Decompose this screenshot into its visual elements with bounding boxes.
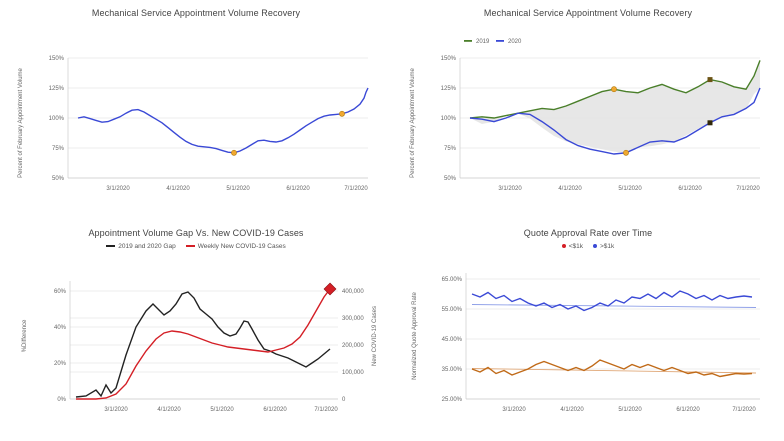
y-tick-2: 100% bbox=[440, 116, 456, 122]
marker-2019-point bbox=[708, 77, 713, 82]
y-tick-1: 75% bbox=[443, 146, 456, 152]
legend-item-covid[interactable] bbox=[186, 243, 286, 250]
legend-swatch-over-1k bbox=[593, 244, 597, 248]
legend-gap-covid bbox=[8, 241, 384, 251]
series-line-2020 bbox=[78, 88, 368, 153]
y-tick-right-3: 300,000 bbox=[342, 316, 364, 322]
legend-label-2020: 2020 bbox=[508, 39, 522, 45]
y-tick-3: 125% bbox=[48, 86, 64, 92]
chart-canvas bbox=[400, 251, 776, 431]
chart-svg-1 bbox=[8, 18, 384, 208]
trendline-under-1k bbox=[472, 305, 756, 308]
chart-canvas bbox=[8, 251, 384, 431]
y-tick-0: 25.00% bbox=[441, 397, 462, 403]
legend-item-over-1k[interactable] bbox=[593, 243, 614, 250]
y-tick-right-4: 400,000 bbox=[342, 289, 364, 295]
legend-label-gap: 2019 and 2020 Gap bbox=[118, 242, 176, 250]
y-axis-title: Normalized Quote Approval Rate bbox=[412, 292, 418, 380]
x-tick-4: 7/1/2020 bbox=[732, 407, 756, 413]
chart-canvas bbox=[400, 18, 776, 208]
marker-2020-point bbox=[708, 120, 713, 125]
y-tick-left-2: 40% bbox=[53, 325, 66, 331]
y-tick-3: 55.00% bbox=[441, 307, 462, 313]
y-tick-2: 100% bbox=[48, 116, 64, 122]
x-tick-2: 5/1/2020 bbox=[210, 407, 234, 413]
series-line-orange bbox=[472, 360, 752, 377]
y-tick-0: 50% bbox=[51, 176, 64, 182]
panel-volume-recovery-compare bbox=[392, 0, 784, 220]
x-tick-3: 6/1/2020 bbox=[263, 407, 287, 413]
y-tick-left-3: 60% bbox=[53, 289, 66, 295]
legend-item-under-1k[interactable] bbox=[562, 243, 583, 250]
panel-title: Mechanical Service Appointment Volume Recovery bbox=[91, 8, 301, 18]
series-line-covid bbox=[76, 289, 330, 399]
marker-trough bbox=[231, 150, 236, 155]
panel-gap-vs-covid bbox=[0, 220, 392, 441]
marker-2019-peak bbox=[611, 87, 616, 92]
y-axis-title: Percent of February Appointment Volume bbox=[410, 68, 416, 178]
chart-canvas bbox=[8, 18, 384, 208]
chart-svg-2 bbox=[400, 18, 776, 208]
chart-svg-4 bbox=[400, 251, 776, 431]
y-axis-title-left: %Difference bbox=[22, 319, 28, 353]
series-line-blue bbox=[472, 291, 752, 311]
legend-label-2019: 2019 bbox=[476, 39, 490, 45]
x-tick-1: 4/1/2020 bbox=[558, 186, 582, 192]
y-tick-3: 125% bbox=[440, 86, 456, 92]
legend-swatch-under-1k bbox=[562, 244, 566, 248]
y-tick-2: 45.00% bbox=[441, 337, 462, 343]
panel-title: Quote Approval Rate over Time bbox=[523, 228, 653, 238]
panel-quote-approval-rate bbox=[392, 220, 784, 441]
y-tick-4: 150% bbox=[440, 56, 456, 62]
gap-shading bbox=[470, 60, 760, 152]
y-tick-4: 150% bbox=[48, 56, 64, 62]
x-tick-0: 3/1/2020 bbox=[498, 186, 522, 192]
y-tick-1: 75% bbox=[51, 146, 64, 152]
legend-swatch-2020 bbox=[496, 40, 504, 42]
x-tick-4: 7/1/2020 bbox=[344, 186, 368, 192]
y-tick-left-0: 0% bbox=[57, 397, 66, 403]
x-tick-1: 4/1/2020 bbox=[166, 186, 190, 192]
legend-swatch-covid bbox=[186, 245, 195, 247]
panel-volume-recovery-2020 bbox=[0, 0, 392, 220]
marker-recovery bbox=[339, 111, 344, 116]
y-tick-left-1: 20% bbox=[53, 361, 66, 367]
y-axis-title: Percent of February Appointment Volume bbox=[18, 68, 24, 178]
marker-latest-covid bbox=[324, 283, 336, 295]
legend-swatch-2019 bbox=[464, 40, 472, 42]
x-tick-1: 4/1/2020 bbox=[560, 407, 584, 413]
legend-quote-rate bbox=[400, 241, 776, 251]
panel-title: Mechanical Service Appointment Volume Recovery bbox=[483, 8, 693, 18]
x-tick-1: 4/1/2020 bbox=[157, 407, 181, 413]
x-tick-3: 6/1/2020 bbox=[286, 186, 310, 192]
y-tick-right-2: 200,000 bbox=[342, 343, 364, 349]
legend-label-covid: Weekly New COVID-19 Cases bbox=[197, 242, 286, 250]
y-tick-right-1: 100,000 bbox=[342, 370, 364, 376]
x-tick-2: 5/1/2020 bbox=[618, 186, 642, 192]
y-tick-4: 65.00% bbox=[441, 277, 462, 283]
x-tick-0: 3/1/2020 bbox=[104, 407, 128, 413]
legend-label-under-1k: <$1k bbox=[568, 242, 583, 250]
y-axis-title-right: New COVID-19 Cases bbox=[372, 305, 378, 367]
panel-title: Appointment Volume Gap Vs. New COVID-19 Cases bbox=[88, 228, 304, 238]
legend-item-gap[interactable] bbox=[106, 243, 175, 250]
x-tick-2: 5/1/2020 bbox=[226, 186, 250, 192]
legend-label-over-1k: >$1k bbox=[600, 242, 615, 250]
x-tick-4: 7/1/2020 bbox=[736, 186, 760, 192]
y-tick-0: 50% bbox=[443, 176, 456, 182]
chart-svg-3 bbox=[8, 251, 384, 431]
marker-2020-trough bbox=[623, 150, 628, 155]
x-tick-4: 7/1/2020 bbox=[314, 407, 338, 413]
y-tick-right-0: 0 bbox=[342, 397, 346, 403]
legend-swatch-gap bbox=[106, 245, 115, 247]
y-tick-1: 35.00% bbox=[441, 367, 462, 373]
x-tick-2: 5/1/2020 bbox=[618, 407, 642, 413]
x-tick-3: 6/1/2020 bbox=[678, 186, 702, 192]
x-tick-0: 3/1/2020 bbox=[502, 407, 526, 413]
x-tick-0: 3/1/2020 bbox=[106, 186, 130, 192]
x-tick-3: 6/1/2020 bbox=[676, 407, 700, 413]
